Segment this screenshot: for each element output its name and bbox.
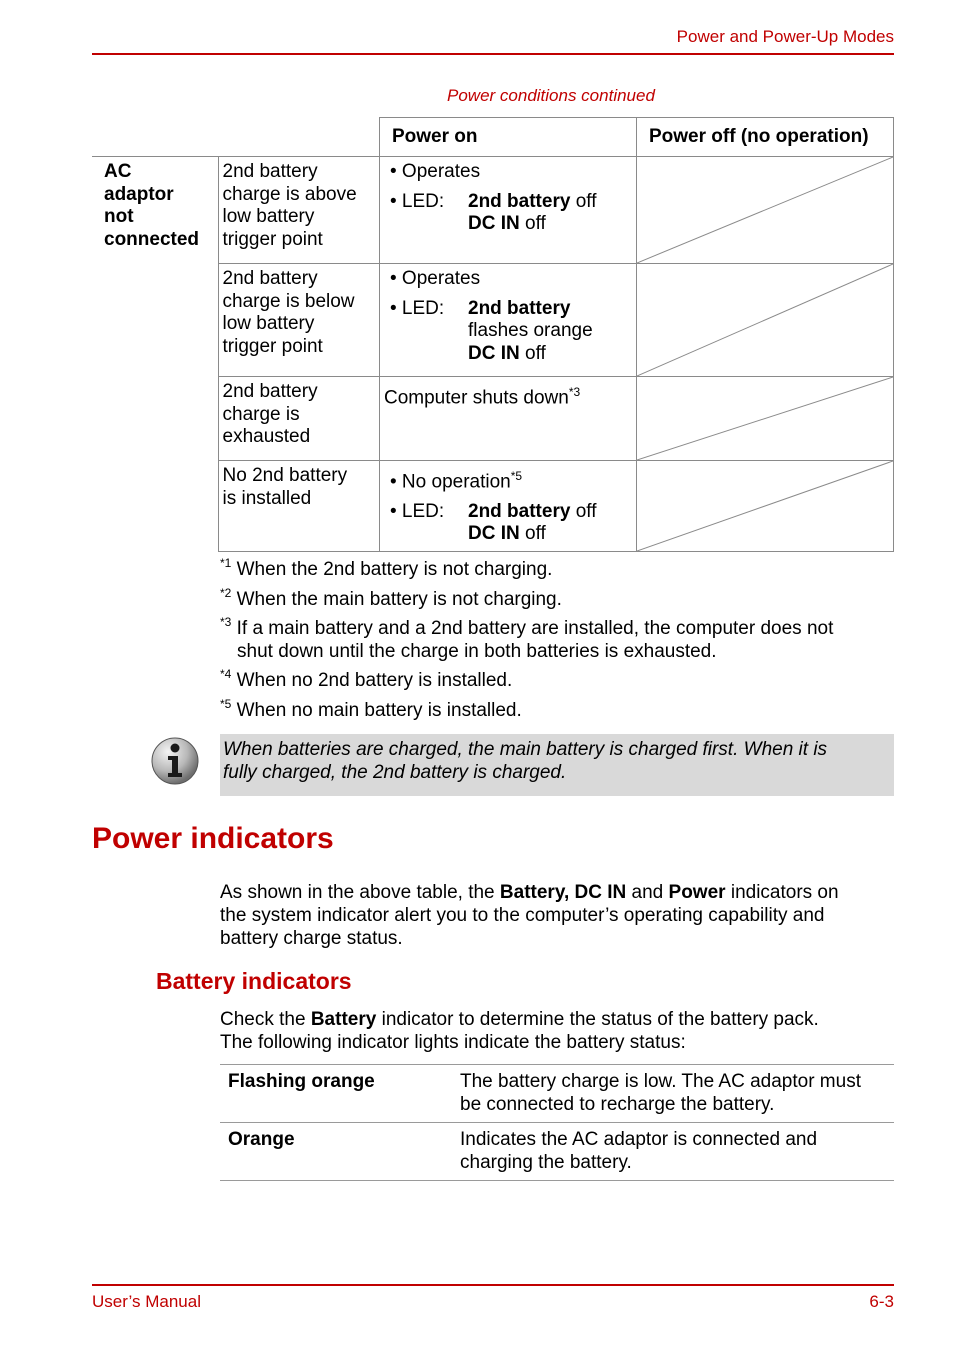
table-row: [220, 1123, 894, 1181]
condition-cell: 2nd battery charge is below low battery trigger point: [218, 264, 380, 377]
table-header-row: [92, 118, 894, 157]
condition-cell: 2nd battery charge is above low battery trigger point: [218, 157, 380, 264]
footnote: $^{*4}$ When no 2nd battery is installed.: [220, 667, 513, 691]
power-on-cell: • No operation$^{*5}$ • LED: 2nd battery off DC IN off: [380, 461, 637, 552]
diagonal-line: [637, 461, 893, 551]
indicator-state: Orange: [220, 1123, 452, 1181]
running-header: Power and Power-Up Modes: [676, 27, 894, 46]
section-heading: Power indicators: [92, 822, 334, 855]
battery-indicator-table: [220, 1064, 894, 1181]
footnote: $^{*2}$ When the main battery is not charging.: [220, 586, 562, 610]
diagonal-line: [637, 377, 893, 460]
info-icon: [150, 736, 200, 786]
footnote: $^{*3}$ If a main battery and a 2nd battery are installed, the computer does not shut down until the charge in both batteries is exhausted.: [220, 615, 834, 662]
indicator-description: Indicates the AC adaptor is connected and charging the battery.: [452, 1123, 894, 1181]
footnote: $^{*5}$ When no main battery is installed.: [220, 697, 522, 721]
power-on-cell: Computer shuts down$^{*3}$: [380, 377, 637, 461]
group-label-ac-not-connected: AC adaptor not connected: [92, 157, 218, 552]
diagonal-line: [637, 264, 893, 376]
column-header-power-off: Power off (no operation): [637, 118, 894, 157]
table-caption: Power conditions continued: [447, 86, 655, 105]
condition-cell: 2nd battery charge is exhausted: [218, 377, 380, 461]
power-on-cell: • Operates • LED: 2nd battery off DC IN off: [380, 157, 637, 264]
power-off-empty-cell: [637, 377, 894, 461]
footer-manual-title: User’s Manual: [92, 1292, 201, 1311]
power-on-cell: • Operates • LED: 2nd battery flashes orange DC IN off: [380, 264, 637, 377]
column-header-power-on: Power on: [380, 118, 637, 157]
power-off-empty-cell: [637, 264, 894, 377]
section-paragraph: As shown in the above table, the Battery, DC IN and Power indicators on the system indicator alert you to the computer’s operating capability and battery charge status.: [220, 882, 839, 949]
power-off-empty-cell: [637, 461, 894, 552]
diagonal-line: [637, 157, 893, 263]
subsection-heading: Battery indicators: [156, 968, 352, 994]
table-row: [92, 157, 894, 264]
footer-rule: [92, 1284, 894, 1286]
indicator-description: The battery charge is low. The AC adaptor must be connected to recharge the battery.: [452, 1065, 894, 1123]
condition-cell: No 2nd battery is installed: [218, 461, 380, 552]
page-number: 6-3: [869, 1292, 894, 1311]
power-off-empty-cell: [637, 157, 894, 264]
indicator-state: Flashing orange: [220, 1065, 452, 1123]
power-conditions-table: [92, 117, 894, 552]
header-rule: [92, 53, 894, 55]
table-row: [220, 1065, 894, 1123]
footnote: $^{*1}$ When the 2nd battery is not charging.: [220, 556, 553, 580]
note-text: When batteries are charged, the main battery is charged first. When it is fully charged, the 2nd battery is charged.: [223, 739, 828, 783]
subsection-paragraph: Check the Battery indicator to determine the status of the battery pack. The following indicator lights indicate the battery status:: [220, 1009, 819, 1053]
